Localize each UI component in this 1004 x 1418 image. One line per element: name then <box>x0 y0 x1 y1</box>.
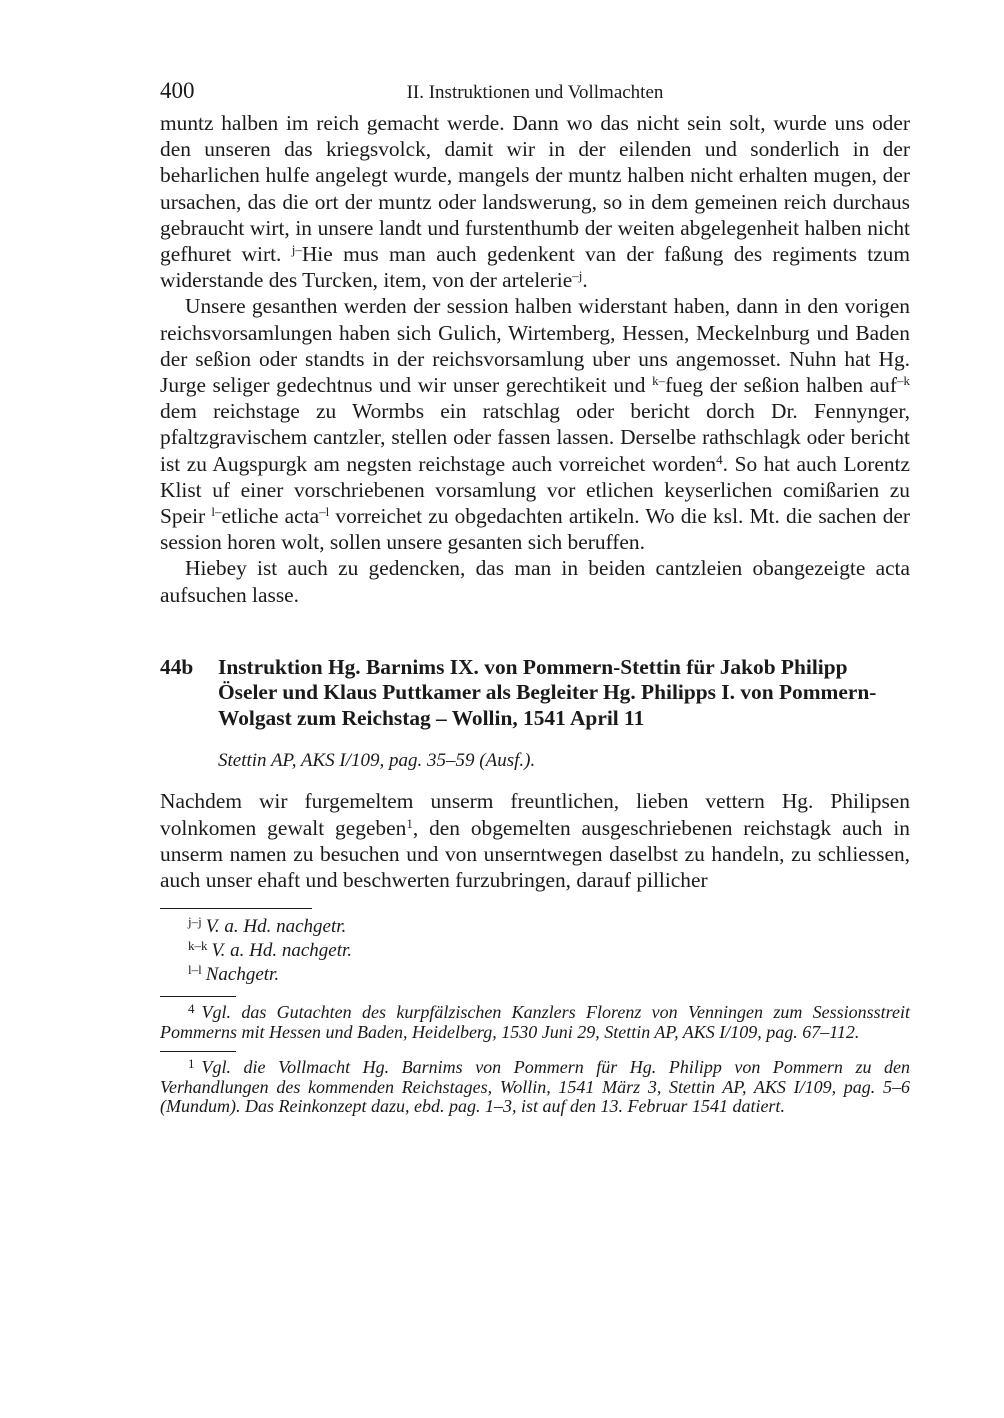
document-text: Nachdem wir furgemeltem unserm freuntlichen, lieben vettern Hg. Philipsen volnkomen gewalt gegeben$^1$, den obgemelten ausgeschriebenen reichstagk auch in unserm namen zu besuchen und von unserntwegen daselbst zu handeln, zu schliessen, auch unser ehaft und beschwerten furzubringen, darauf pillicher <box>160 789 910 892</box>
variant-note: $^{k-k}$ V. a. Hd. nachgetr. <box>188 938 353 962</box>
source-citation: Stettin AP, AKS I/109, pag. 35–59 (Ausf.). <box>218 750 536 772</box>
variant-note: $^{j-j}$ V. a. Hd. nachgetr. <box>188 914 347 938</box>
variant-note: $^{l-l}$ Nachgetr. <box>188 962 280 986</box>
running-head <box>160 78 910 110</box>
document-number: 44b <box>160 654 194 679</box>
footnote-divider <box>160 908 312 909</box>
running-title: II. Instruktionen und Vollmachten <box>406 82 664 103</box>
page <box>160 78 910 1117</box>
footnote-divider <box>160 996 236 997</box>
variant-mark: –j <box>572 268 583 284</box>
paragraph-session: Unsere gesanthen werden der session halben widerstant haben, dann in den vorigen reichsvorsamlungen haben sich Gulich, Wirtemberg, Hessen, Meckelnburg und Baden der seßion oder standts in der reichsvorsamlung uber uns angemosset. Nuhn hat Hg. Jurge seliger gedechtnus und wir unser gerechtikeit und $^{k-}$fueg der seßion halben auf$^{-k}$ dem reichstage zu Wormbs ein ratschlag oder bericht dorch Dr. Fennynger, pfaltzgravischem cantzler, stellen oder fassen lassen. Derselbe rathschlagk oder bericht ist zu Augspurgk am negsten reichstage auch vorreichet worden$^4$. So hat auch Lorentz Klist uf einer vorschriebenen vorsamlung vor etlichen keyserlichen comißarien zu Speir $^{l-}$etliche acta$^{-l}$ vorreichet zu obgedachten artikeln. Wo die ksl. Mt. die sachen der session horen wolt, sollen unsere gesanten sich beruffen. <box>160 294 911 555</box>
footnote-4: $^4$ Vgl. das Gutachten des kurpfälzischen Kanzlers Florenz von Venningen zum Sessionsstreit Pommerns mit Hessen und Baden, Heidelberg, 1530 Juni 29, Stettin AP, AKS I/109, pag. 67–112. <box>160 1001 910 1042</box>
paragraph-acta: Hiebey ist auch zu gedencken, das man in beiden cantzleien obangezeigte acta aufsuchen lasse. <box>160 556 910 607</box>
variant-mark: l– <box>211 504 222 520</box>
paragraph-continuation: muntz halben im reich gemacht werde. Dann wo das nicht sein solt, wurde uns oder den unseren das kriegsvolck, damit wir in der eilenden und sonderlich in der beharlichen hulfe angelegt wurde, mangels der muntz halben nicht erhalten mugen, der ursachen, das die ort der muntz oder landswerung, so in dem gemeinen reich durchaus gebraucht wirt, in unsere landt und furstenthumb der weiten abgelegenheit halben nicht gefhuret wirt. $^{j-}$Hie mus man auch gedenkent van der faßung des regiments tzum widerstande des Turcken, item, von der artelerie$^{-j}$. <box>160 111 910 293</box>
footnote-ref: 1 <box>406 815 413 831</box>
document-title: Instruktion Hg. Barnims IX. von Pommern-Stettin für Jakob Philipp Öseler und Klaus Puttkamer als Begleiter Hg. Philipps I. von Pommern-Wolgast zum Reichstag – Wollin, 1541 April 11 <box>218 654 877 730</box>
document-heading <box>160 655 910 732</box>
footnote-1: $^1$ Vgl. die Vollmacht Hg. Barnims von Pommern für Hg. Philipp von Pommern zu den Verhandlungen des kommenden Reichstages, Wollin, 1541 März 3, Stettin AP, AKS I/109, pag. 5–6 (Mundum). Das Reinkonzept dazu, ebd. pag. 1–3, ist auf den 13. Februar 1541 datiert. <box>160 1056 910 1117</box>
footnote-ref: 4 <box>716 451 723 467</box>
variant-mark: k– <box>652 373 666 389</box>
variant-notes <box>160 915 910 987</box>
variant-mark: j– <box>291 242 302 258</box>
page-number: 400 <box>160 78 195 103</box>
variant-mark: –k <box>897 373 911 389</box>
footnote-divider <box>160 1051 236 1052</box>
variant-mark: –l <box>319 504 330 520</box>
